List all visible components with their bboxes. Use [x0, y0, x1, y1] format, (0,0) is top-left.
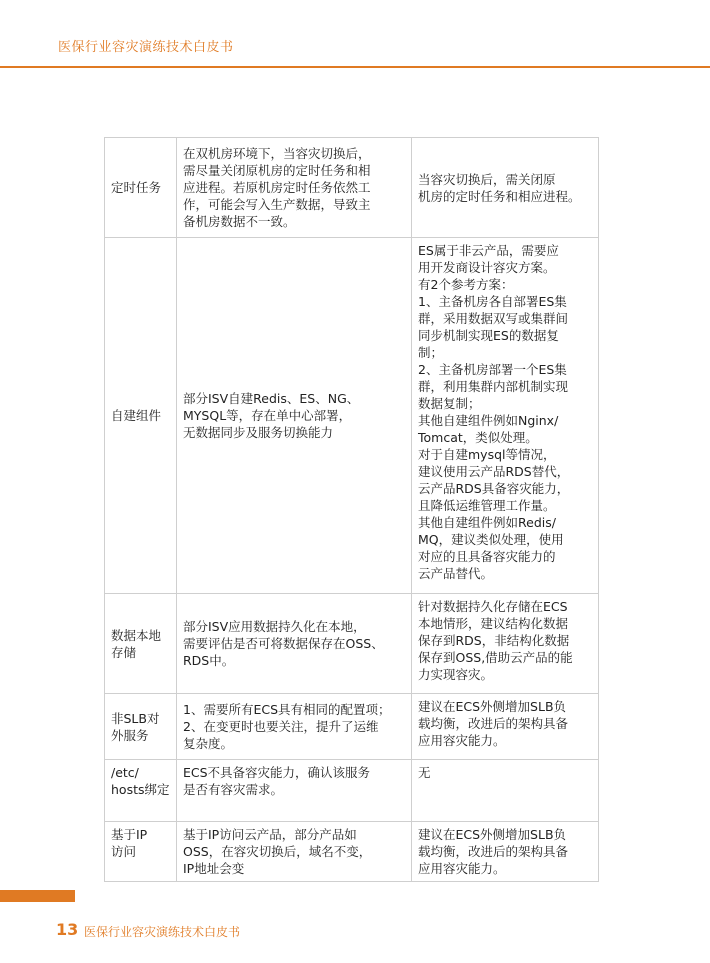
table-row: [105, 760, 599, 822]
header-divider: [0, 66, 710, 68]
issue-text: 部分ISV应用数据持久化在本地， 需要评估是否可将数据保存在OSS、 RDS中。: [183, 619, 384, 668]
row-name-cell: [105, 238, 177, 594]
row-name-cell: [105, 822, 177, 882]
issue-cell: [177, 138, 412, 238]
footer-title: 医保行业容灾演练技术白皮书: [84, 925, 241, 939]
solution-text: 建议在ECS外侧增加SLB负 载均衡，改进后的架构具备 应用容灾能力。: [418, 827, 569, 876]
solution-cell: [412, 760, 599, 822]
solution-cell: [412, 594, 599, 694]
footer-accent-bar: [0, 890, 75, 902]
issue-cell: [177, 694, 412, 760]
solution-text: 无: [418, 765, 431, 780]
row-name-cell: [105, 760, 177, 822]
page-number: 13: [56, 920, 79, 939]
row-name: 基于IP 访问: [111, 827, 148, 859]
table-row: [105, 822, 599, 882]
solution-text: 当容灾切换后，需关闭原 机房的定时任务和相应进程。: [418, 171, 581, 204]
row-name: 自建组件: [111, 408, 162, 423]
table-row: [105, 694, 599, 760]
issue-text: 1、需要所有ECS具有相同的配置项； 2、在变更时也要关注，提升了运维 复杂度。: [183, 702, 391, 751]
issue-text: ECS不具备容灾能力，确认该服务 是否有容灾需求。: [183, 765, 371, 797]
issue-text: 在双机房环境下，当容灾切换后， 需尽量关闭原机房的定时任务和相 应进程。若原机房定时任务依然工 作，可能会写入生产数据，导致主 备机房数据不一致。: [183, 146, 371, 229]
row-name: 数据本地 存储: [111, 627, 162, 660]
disaster-recovery-table: [104, 137, 599, 882]
solution-cell: [412, 822, 599, 882]
solution-text: 建议在ECS外侧增加SLB负 载均衡，改进后的架构具备 应用容灾能力。: [418, 699, 569, 748]
issue-cell: [177, 594, 412, 694]
header-title: 医保行业容灾演练技术白皮书: [58, 40, 234, 55]
issue-cell: [177, 822, 412, 882]
issue-cell: [177, 238, 412, 594]
solution-cell: [412, 694, 599, 760]
issue-cell: [177, 760, 412, 822]
row-name: 定时任务: [111, 180, 162, 195]
issue-text: 基于IP访问云产品，部分产品如 OSS，在容灾切换后，域名不变， IP地址会变: [183, 827, 372, 876]
solution-text: 针对数据持久化存储在ECS 本地情形，建议结构化数据 保存到RDS，非结构化数据 保存到OSS,借助云产品的能 力实现容灾。: [418, 599, 573, 682]
row-name: /etc/ hosts绑定: [111, 765, 170, 797]
row-name-cell: [105, 594, 177, 694]
row-name: 非SLB对 外服务: [111, 710, 160, 743]
issue-text: 部分ISV自建Redis、ES、NG、 MYSQL等，存在单中心部署， 无数据同步及服务切换能力: [183, 391, 360, 440]
table-row: [105, 238, 599, 594]
solution-cell: [412, 138, 599, 238]
row-name-cell: [105, 138, 177, 238]
solution-text: ES属于非云产品，需要应 用开发商设计容灾方案。 有2个参考方案： 1、主备机房各自部署ES集 群，采用数据双写或集群间 同步机制实现ES的数据复 制； 2、主备机房部署一个ES集 群，利用集群内部机制实现 数据复制； 其他自建组件例如Nginx/ Tomcat，类似处理。 对于自建mysql等情况， 建议使用云产品RDS替代， 云产品RDS具备容灾能力， 且降低运维管理工作量。 其他自建组件例如Redis/ MQ，建议类似处理，使用 对应的且具备容灾能力的 云产品替代。: [418, 243, 570, 581]
table-row: [105, 594, 599, 694]
solution-cell: [412, 238, 599, 594]
row-name-cell: [105, 694, 177, 760]
table-row: [105, 138, 599, 238]
